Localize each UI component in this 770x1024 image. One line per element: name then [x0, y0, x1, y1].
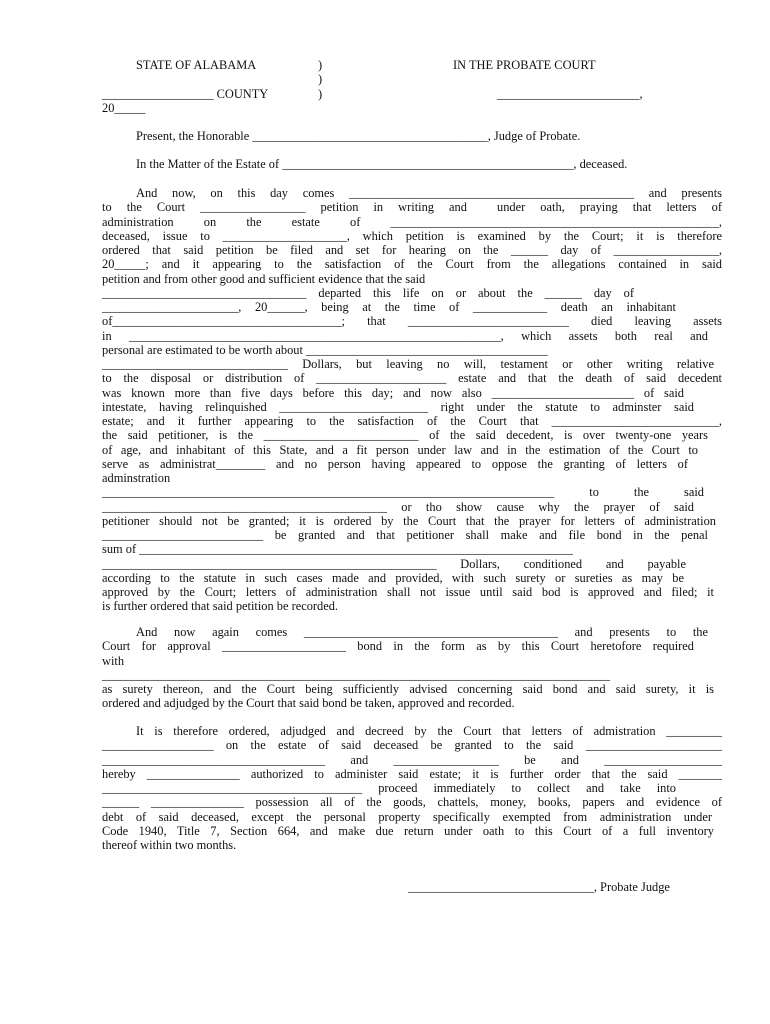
- text-line: to the Court _________________ petition in writing and under oath, praying that letters of: [102, 200, 722, 215]
- text-line: adminstration: [102, 471, 171, 485]
- text-line: Code 1940, Title 7, Section 664, and make due return under oath to this Court of a full inventory: [102, 823, 714, 838]
- petition-paragraph: [102, 186, 722, 614]
- text-line: deceased, issue to ____________________, which petition is examined by the Court; it is therefore: [102, 228, 722, 243]
- text-line: is further ordered that said petition be recorded.: [102, 599, 339, 614]
- text-line: _________________________________ departed this life on or about the ______ day of: [102, 285, 634, 300]
- text-line: thereof within two months.: [102, 838, 237, 852]
- text-line: 20_____; and it appearing to the satisfaction of the Court from the allegations contained in said: [102, 257, 722, 272]
- probate-judge-signature-line: ______________________________, Probate Judge: [408, 880, 670, 894]
- bond-paragraph: [102, 625, 722, 711]
- text-line: ordered and adjudged by the Court that said bond be taken, approved and recorded.: [102, 696, 515, 711]
- text-line: of_____________________________________; that __________________________ died leaving assets: [102, 314, 722, 329]
- text-line: ______________________, 20______, being at the time of ____________ death an inhabitant: [102, 300, 676, 314]
- text-line: It is therefore ordered, adjudged and decreed by the Court that letters of admistration _________: [136, 724, 722, 738]
- court-heading: IN THE PROBATE COURT: [453, 58, 596, 72]
- caption-paren: ): [318, 72, 323, 86]
- year-line: 20_____: [102, 101, 146, 115]
- text-line: estate; and it further appearing to the satisfaction of the Court that ___________________________,: [102, 414, 722, 428]
- text-line: was known more than five days before this day; and now also _______________________ of said: [102, 385, 684, 400]
- text-line: serve as administrat________ and no person having appeared to oppose the granting of letters of: [102, 456, 688, 471]
- text-line: petition and from other good and sufficient evidence that the said: [102, 271, 426, 286]
- text-line: in ____________________________________________________________, which assets both real and: [102, 328, 708, 343]
- caption-paren: ): [318, 58, 323, 72]
- text-line: And now again comes _________________________________________ and presents to the: [136, 625, 708, 639]
- text-line: to the disposal or distribution of _____________________ estate and that the death of said decedent: [102, 371, 722, 386]
- text-line: And now, on this day comes ______________________________________________ and presents: [136, 186, 722, 200]
- caption-paren: ): [318, 87, 323, 101]
- text-line: __________________________________________ proceed immediately to collect and take into: [102, 781, 676, 795]
- date-blank: _______________________,: [497, 87, 643, 101]
- estate-matter-line: In the Matter of the Estate of _______________________________________________, deceased.: [136, 157, 628, 171]
- text-line: according to the statute in such cases made and provided, with such surety or sureties as may be: [102, 570, 684, 585]
- text-line: __________________________________________________________________________________: [102, 667, 611, 682]
- text-line: ordered that said petition be filed and set for hearing on the ______ day of _________________,: [102, 243, 722, 257]
- text-line: ______ _______________ possession all of the goods, chattels, money, books, papers and evidence of: [102, 795, 722, 810]
- text-line: ______________________________ Dollars, but leaving no will, testament or other writing relative: [102, 357, 714, 371]
- text-line: intestate, having relinquished ________________________ right under the statute to adminster said: [102, 399, 694, 414]
- text-line: sum of ______________________________________________________________________: [102, 542, 573, 557]
- text-line: debt of said deceased, except the personal property specifically exempted from administration under: [102, 809, 712, 824]
- text-line: ______________________________________________________ Dollars, conditioned and payable: [102, 556, 686, 571]
- text-line: ______________________________________________ or tho show cause why the prayer of said: [102, 499, 694, 514]
- text-line: __________________ on the estate of said deceased be granted to the said ______________________: [102, 738, 722, 753]
- text-line: with: [102, 653, 125, 668]
- text-line: personal are estimated to be worth about _______________________________________: [102, 342, 548, 357]
- text-line: as surety thereon, and the Court being sufficiently advised concerning said bond and said surety, it is: [102, 682, 714, 696]
- state-heading: STATE OF ALABAMA: [136, 58, 257, 72]
- text-line: administration on the estate of _____________________________________________________,: [102, 214, 722, 229]
- text-line: petitioner should not be granted; it is ordered by the Court that the prayer for letters of administration: [102, 513, 716, 528]
- county-line: __________________ COUNTY: [102, 87, 269, 101]
- text-line: Court for approval ____________________ bond in the form as by this Court heretofore required: [102, 639, 694, 654]
- text-line: _________________________________________________________________________ to the said: [102, 485, 704, 500]
- decree-paragraph: [102, 724, 722, 852]
- present-honorable-line: Present, the Honorable ______________________________________, Judge of Probate.: [136, 129, 581, 143]
- text-line: __________________________ be granted and that petitioner shall make and file bond in the penal: [102, 528, 708, 542]
- text-line: the said petitioner, is the _________________________ of the said decedent, is over twenty-one years: [102, 428, 708, 443]
- text-line: of age, and inhabitant of this State, and a fit person under law and in the estimation of the Court to: [102, 442, 698, 457]
- text-line: hereby _______________ authorized to administer said estate; it is further order that the said _______: [102, 766, 722, 781]
- text-line: ____________________________________ and _________________ be and ___________________: [102, 752, 722, 767]
- text-line: approved by the Court; letters of administration shall not issue until said bod is approved and filed; it: [102, 585, 714, 599]
